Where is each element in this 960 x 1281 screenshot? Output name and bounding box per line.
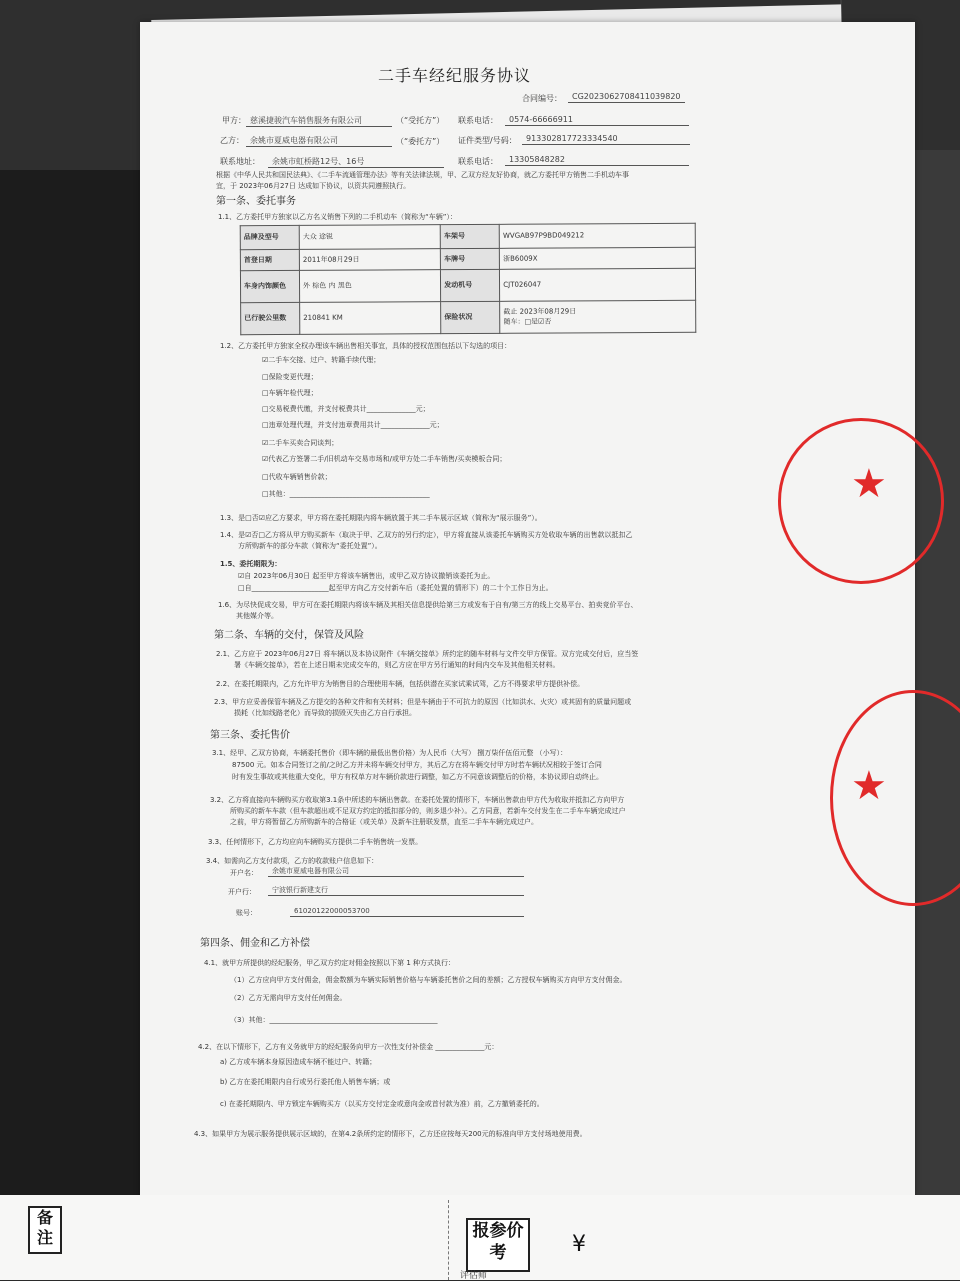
clause-4-2-a: a) 乙方或车辆本身原因造成车辆不能过户、转籍；	[220, 1058, 377, 1066]
account-name-label: 开户名：	[230, 869, 258, 877]
intro-line-2: 宜，于 2023年06月27日 达成如下协议，以资共同遵照执行。	[216, 182, 411, 190]
account-no: 61020122000053700	[290, 907, 524, 917]
clause-3-1-line-3: 时有发生事故或其他重大变化，甲方有权单方对车辆价款进行调整，如乙方不同意该调整后的价格，本协议即自动终止。	[232, 773, 603, 781]
plate-value: 浙B6009X	[500, 247, 696, 269]
commission-option-1: （1）乙方应向甲方支付佣金，佣金数额为车辆实际销售价格与车辆委托售价之间的差额；乙方授权车辆购买方向甲方支付佣金。	[230, 976, 627, 984]
party-b-id: 913302817723334540	[522, 134, 690, 145]
clause-3-2-line-1: 3.2、乙方将直接向车辆购买方收取第3.1条中所述的车辆出售款。在委托处置的情形下，车辆出售款由甲方代为收取并抵扣乙方向甲方	[210, 796, 625, 804]
party-b-role: （“委托方”）	[396, 137, 445, 146]
clause-3-2-line-3: 之前，甲方将暂留乙方所购新车的合格证（或关单）及新车注册联发票，直至二手车车辆完成过户。	[230, 818, 538, 826]
commission-option-3: （3）其他：________________________________________________	[230, 1016, 438, 1024]
address-phone: 13305848282	[505, 155, 689, 166]
party-a-label: 甲方：	[222, 116, 246, 125]
clause-1-4-line-2: 方所购新车的部分车款（简称为“委托处置”）。	[238, 542, 382, 550]
vin-value: WVGAB97P9BD049212	[499, 223, 695, 248]
party-b-label: 乙方：	[220, 136, 244, 145]
clause-2-3-line-1: 2.3、甲方应妥善保管车辆及乙方提交的各种文件和有关材料；但是车辆由于不可抗力的原因（比如洪水、火灾）或其固有的质量问题或	[214, 698, 632, 706]
insurance-expiry: 截止 2023年08月29日	[503, 307, 577, 317]
seal-star-icon: ★	[851, 461, 887, 507]
option-1[interactable]: ☑二手车交接、过户、转籍手续代理；	[262, 356, 381, 364]
clause-3-3: 3.3、任何情形下，乙方均应向车辆购买方提供二手车销售统一发票。	[208, 838, 423, 846]
company-seal-top	[778, 418, 944, 584]
currency-symbol: ¥	[572, 1232, 586, 1257]
brand-key: 品牌及型号	[240, 225, 299, 249]
vehicle-table	[240, 223, 697, 335]
reg-date-value: 2011年08月29日	[299, 248, 440, 270]
clause-1-5: 1.5、委托期限为：	[220, 560, 282, 568]
option-2[interactable]: □保险变更代理；	[262, 373, 318, 381]
address-value: 余姚市虹桥路12号、16号	[268, 157, 444, 168]
clause-2-1-line-1: 2.1、乙方应于 2023年06月27日 将车辆以及本协议附件《车辆交接单》所约定的随车材料与文件交甲方保管。双方完成交付后，应当签	[216, 650, 639, 658]
contract-no-label: 合同编号：	[522, 94, 562, 103]
insurance-key: 保险状况	[441, 301, 500, 333]
clause-4-1: 4.1、就甲方所提供的经纪服务，甲乙双方约定对佣金按照以下第 1 种方式执行：	[204, 959, 456, 967]
article-4-heading: 第四条、佣金和乙方补偿	[200, 938, 310, 949]
engine-value: CJT026047	[500, 268, 696, 301]
color-key: 车身内饰颜色	[240, 270, 299, 302]
form-divider	[448, 1200, 449, 1280]
clause-3-2-line-2: 所购买的新车车款（但车款超出或不足双方约定的抵扣部分的，则多退少补）。乙方同意，若新车交付发生在二手车车辆完成过户	[230, 807, 626, 815]
account-name: 余姚市夏威电器有限公司	[268, 867, 524, 877]
party-a-name: 慈溪捷骏汽车销售服务有限公司	[246, 116, 392, 127]
clause-2-3-line-2: 损耗（比如线路老化）而导致的损毁灭失由乙方自行承担。	[234, 709, 416, 717]
party-b-name: 余姚市夏威电器有限公司	[246, 136, 392, 147]
reg-date-key: 首登日期	[240, 249, 299, 271]
option-3[interactable]: □车辆年检代理；	[262, 389, 318, 397]
clause-3-1-line-1: 3.1、经甲、乙双方协商，车辆委托售价（即车辆的最低出售价格）为人民币（大写） 捌万柒仟伍佰元整 （小写）：	[212, 749, 568, 757]
clause-1-3: 1.3、是□否☑应乙方要求，甲方将在委托期限内将车辆放置于其二手车展示区域（简称为“展示服务”）。	[220, 514, 542, 522]
document-title: 二手车经纪服务协议	[378, 66, 532, 85]
option-4[interactable]: □交易税费代缴，并支付税费共计______________元；	[262, 405, 430, 413]
clause-4-2: 4.2、在以下情形下，乙方有义务就甲方的经纪服务向甲方一次性支付补偿金 ______________元：	[198, 1043, 499, 1051]
clause-3-1-line-2: 87500 元。如本合同签订之前/之时乙方并未将车辆交付甲方，其后乙方在将车辆交付甲方时若车辆状况相较于签订合同	[232, 761, 602, 769]
party-b-id-label: 证件类型/号码：	[458, 136, 517, 145]
insurance-value	[500, 300, 696, 333]
clause-2-1-line-2: 署《车辆交接单》，若在上述日期未完成交车的，则乙方应在甲方另行通知的时间内交车及其他相关材料。	[234, 661, 560, 669]
appraiser-label: 评估师	[460, 1271, 488, 1281]
clause-1-4-line-1: 1.4、是☑否□乙方将从甲方购买新车（取决于甲、乙双方的另行约定），甲方将直接从该委托车辆购买方处收取车辆的出售款以抵扣乙	[220, 531, 633, 539]
ref-price-label: 报参价考	[466, 1218, 530, 1272]
option-6[interactable]: ☑二手车买卖合同谈判；	[262, 439, 339, 447]
contract-no: CG2023062708411039820	[568, 92, 685, 103]
clause-1-1: 1.1、乙方委托甲方独家以乙方名义销售下列的二手机动车（简称为“车辆”）：	[218, 213, 457, 221]
clause-4-2-c: c) 在委托期限内、甲方锁定车辆购买方（以买方交付定金或意向金或首付款为准）前，乙方撤销委托的。	[220, 1100, 544, 1108]
option-8[interactable]: □代收车辆销售价款；	[262, 473, 332, 481]
party-a-phone: 0574-66666911	[505, 115, 689, 126]
clause-2-2: 2.2、在委托期限内，乙方允许甲方为销售目的合理使用车辆，包括供潜在买家试乘试驾，乙方不得要求甲方提供补偿。	[216, 680, 585, 688]
account-no-label: 账号：	[236, 909, 257, 917]
color-value: 外 棕色 内 黑色	[299, 270, 440, 303]
clause-3-4: 3.4、如需向乙方支付款项，乙方的收款账户信息如下：	[206, 857, 379, 865]
clause-1-6-line-2: 其他媒介等。	[236, 612, 278, 620]
brand-value: 大众 途锐	[299, 225, 440, 249]
party-a-phone-label: 联系电话：	[458, 116, 498, 125]
party-a-role: （“受托方”）	[396, 116, 445, 125]
desk-left-area	[0, 170, 140, 1280]
article-2-heading: 第二条、车辆的交付，保管及风险	[214, 630, 364, 641]
option-5[interactable]: □违章处理代理，并支付违章费用共计______________元；	[262, 421, 444, 429]
seal-star-icon-2: ★	[851, 763, 887, 809]
intro-line-1: 根据《中华人民共和国民法典》、《二手车流通管理办法》等有关法律法规，甲、乙双方经友好协商，就乙方委托甲方销售二手机动车事	[216, 171, 629, 179]
bank-label: 开户行：	[228, 888, 256, 896]
clause-1-2: 1.2、乙方委托甲方独家全权办理该车辆出售相关事宜，具体的授权范围包括以下勾选的项目：	[220, 342, 512, 350]
mileage-value: 210841 KM	[300, 302, 441, 335]
clause-4-2-b: b) 乙方在委托期限内自行或另行委托他人销售车辆；或	[220, 1078, 391, 1086]
remark-label: 备注	[28, 1206, 62, 1254]
option-9[interactable]: □其他：________________________________________	[262, 490, 430, 498]
clause-1-6-line-1: 1.6、为尽快促成交易，甲方可在委托期限内将该车辆及其相关信息提供给第三方或发布于自有/第三方的线上交易平台、拍卖竞价平台、	[218, 601, 638, 609]
option-7[interactable]: ☑代表乙方签署二手/旧机动车交易市场和/或甲方处二手车销售/买卖模板合同；	[262, 455, 507, 463]
clause-1-5-option-a: ☑自 2023年06月30日 起至甲方将该车辆售出，或甲乙双方协议撤销该委托为止。	[238, 572, 495, 580]
address-label: 联系地址：	[220, 157, 260, 166]
article-1-heading: 第一条、委托事务	[216, 196, 296, 207]
mileage-key: 已行驶公里数	[241, 302, 300, 334]
bank-name: 宁波银行新建支行	[268, 886, 524, 896]
commission-option-2: （2）乙方无需向甲方支付任何佣金。	[230, 994, 347, 1002]
clause-1-5-option-b: □自______________________起至甲方向乙方交付新车后（委托处置的情形下）的二十个工作日为止。	[238, 584, 553, 592]
clause-4-3: 4.3、如果甲方为展示服务提供展示区域的，在第4.2条所约定的情形下，乙方还应按每天200元的标准向甲方支付场地使用费。	[194, 1130, 587, 1138]
address-phone-label: 联系电话：	[458, 157, 498, 166]
plate-key: 车牌号	[441, 248, 500, 270]
vin-key: 车架号	[440, 224, 499, 248]
insurance-with-car: 随车：□是☑否	[503, 318, 552, 327]
engine-key: 发动机号	[441, 269, 500, 301]
article-3-heading: 第三条、委托售价	[210, 730, 290, 741]
